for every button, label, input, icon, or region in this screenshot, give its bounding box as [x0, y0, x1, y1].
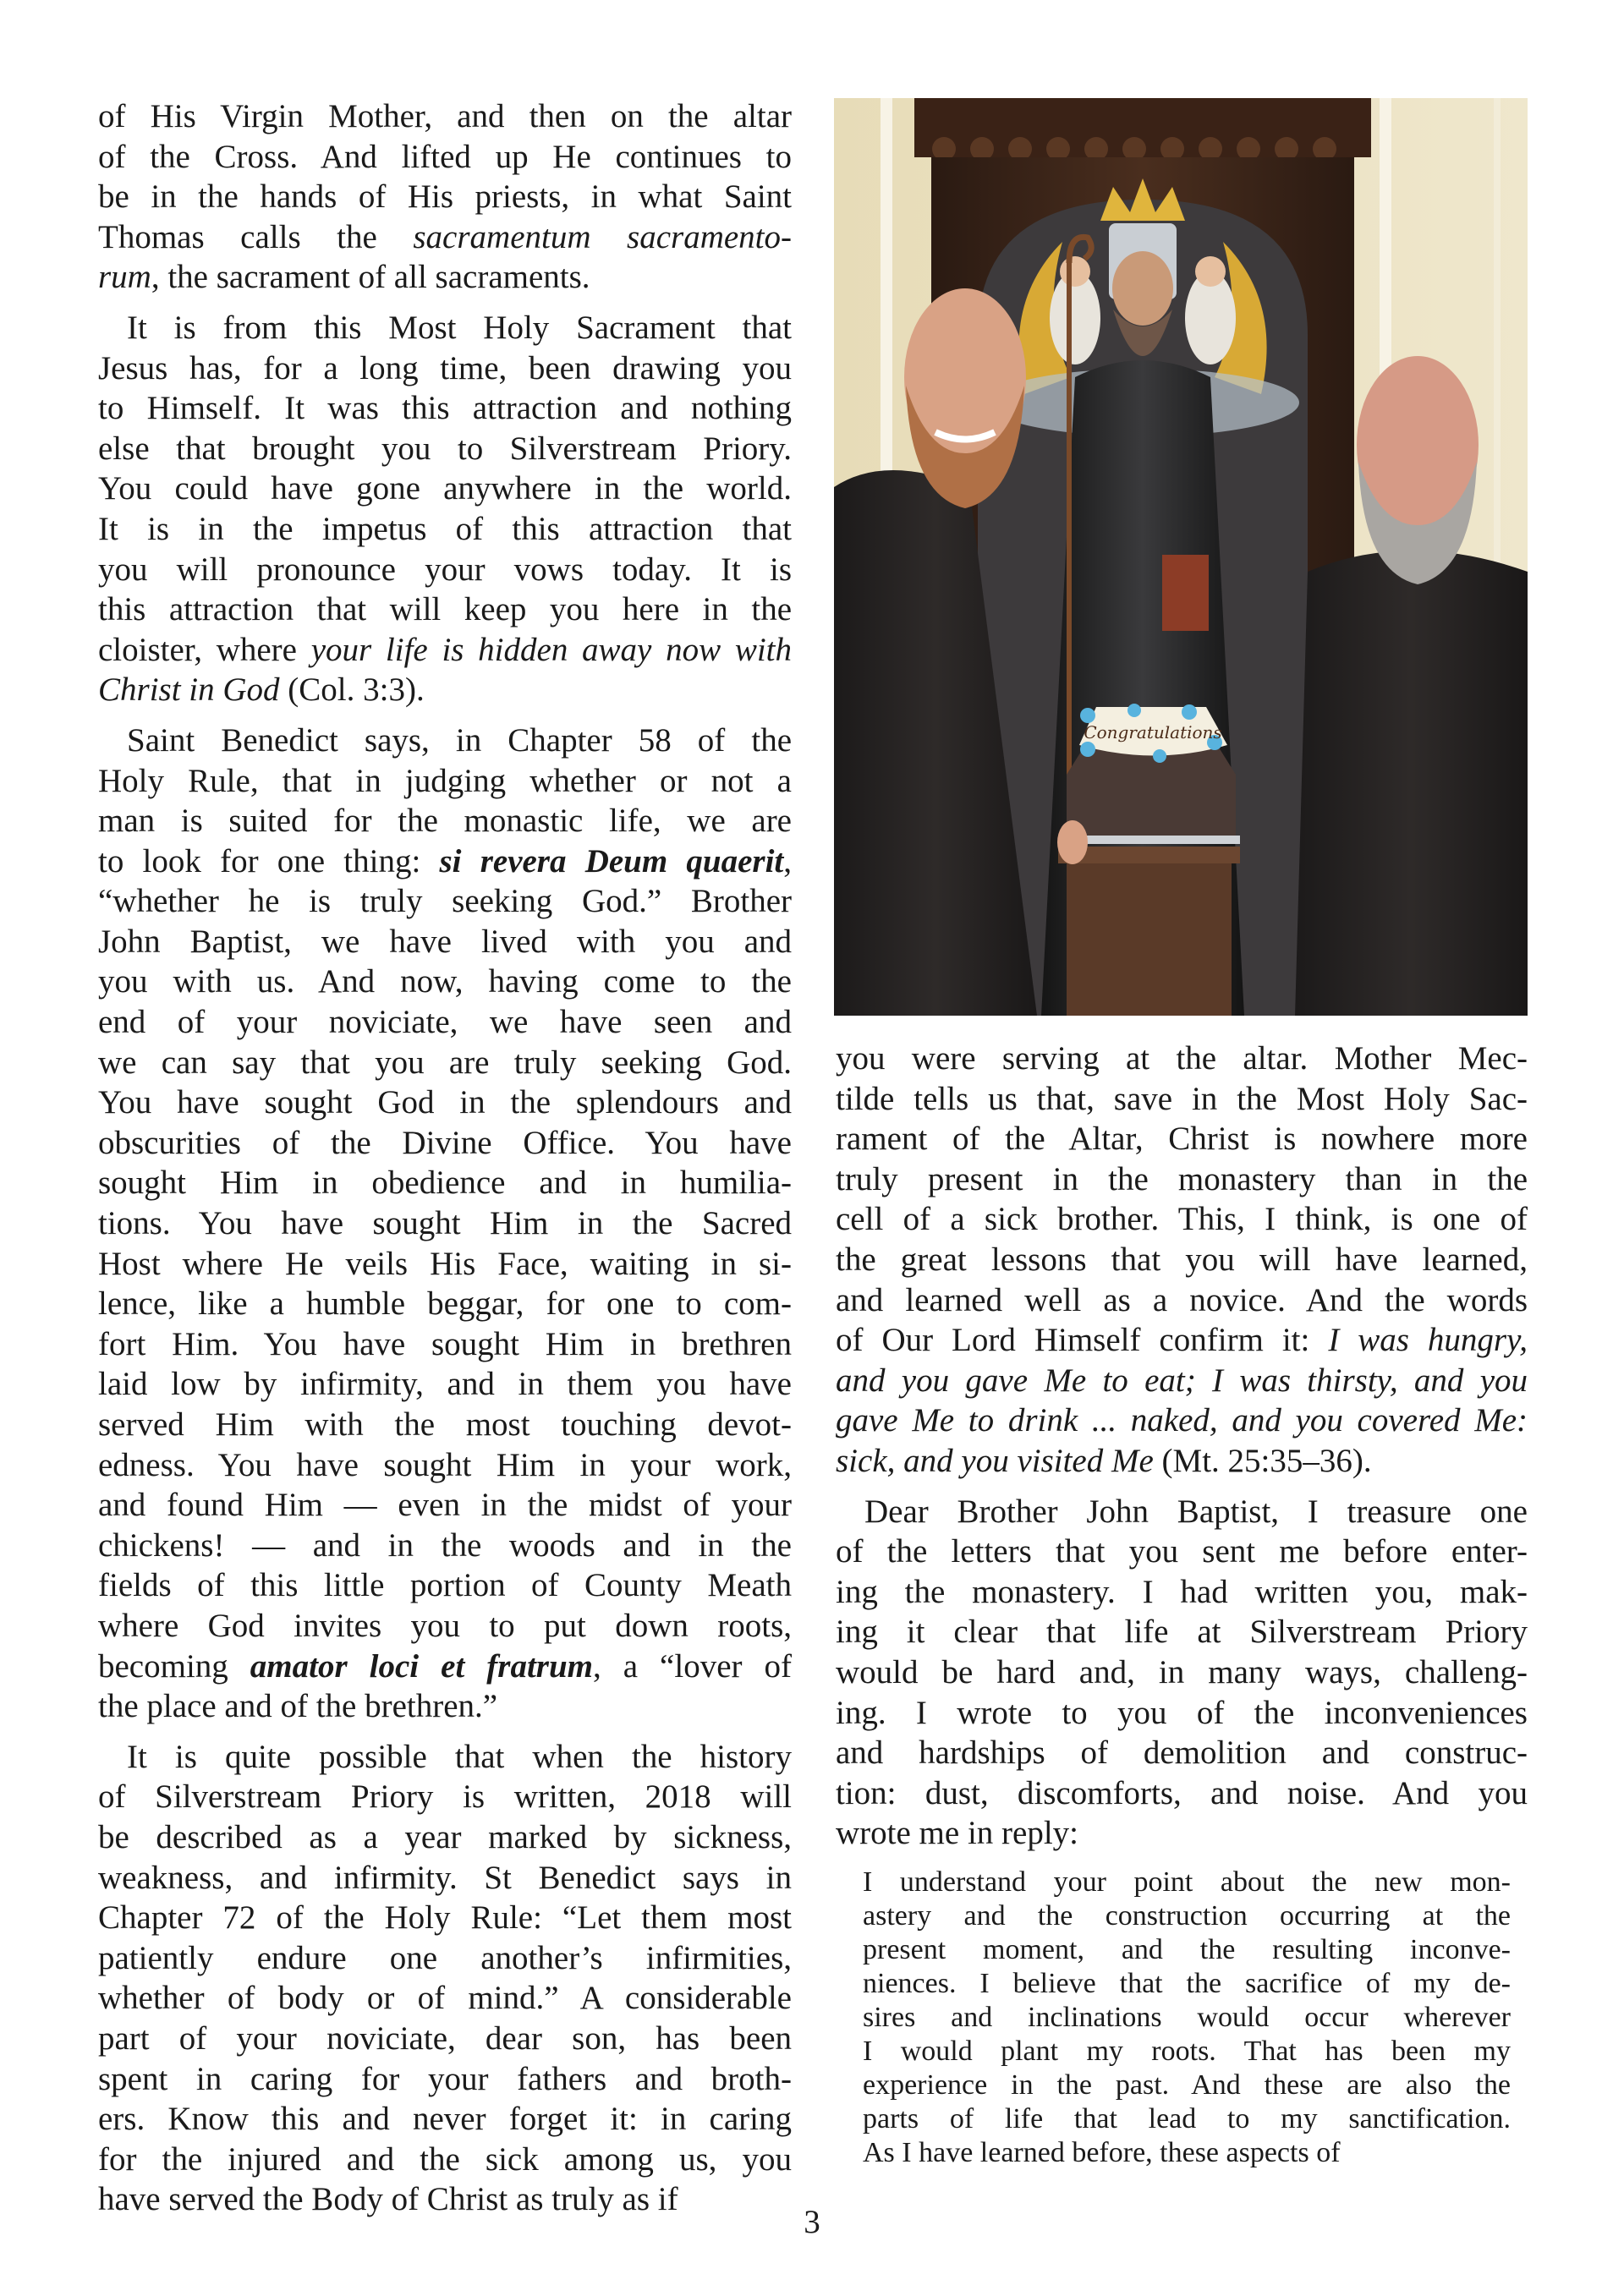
text-line	[98, 670, 792, 710]
text-run: sires and inclinations would occur wherever	[863, 2001, 1511, 2033]
text-line	[836, 1038, 1528, 1079]
text-run: served Him with the most touching devot-	[98, 1406, 792, 1443]
text-line	[836, 1813, 1528, 1854]
paragraph	[836, 1038, 1528, 1482]
text-run: you with us. And now, having come to the	[98, 963, 792, 1000]
text-line	[836, 1441, 1528, 1482]
text-line	[98, 761, 792, 802]
text-line	[98, 177, 792, 217]
text-run: parts of life that lead to my sanctification.	[863, 2102, 1511, 2134]
text-line	[98, 1858, 792, 1899]
text-line	[98, 1737, 792, 1778]
text-line	[98, 2140, 792, 2180]
text-run: It is in the impetus of this attraction that	[98, 510, 792, 547]
text-run: obscurities of the Divine Office. You have	[98, 1124, 792, 1161]
photo-illustration	[834, 98, 1528, 1016]
text-line	[98, 630, 792, 671]
text-line	[98, 1324, 792, 1365]
paragraph	[98, 96, 792, 298]
text-line	[98, 801, 792, 841]
bold-italic-text: si revera Deum quaerit	[439, 842, 784, 879]
paragraph	[98, 721, 792, 1727]
text-run: chickens! — and in the woods and in the	[98, 1526, 792, 1564]
italic-text: gave Me to drink ... naked, and you covered Me:	[836, 1402, 1528, 1439]
text-run: sought Him in obedience and in humilia-	[98, 1164, 792, 1202]
text-run: (Mt. 25:35–36).	[1153, 1442, 1372, 1479]
block-quote	[863, 1866, 1511, 2170]
cake-side	[1067, 741, 1236, 842]
italic-text: rum	[98, 259, 151, 296]
text-run: Jesus has, for a long time, been drawing you	[98, 349, 792, 386]
text-line	[98, 1686, 792, 1727]
text-line	[98, 1364, 792, 1405]
text-line	[98, 1405, 792, 1445]
text-line	[98, 1938, 792, 1979]
text-line	[98, 1244, 792, 1285]
text-run: Host where He veils His Face, waiting in si-	[98, 1245, 792, 1282]
text-line	[98, 962, 792, 1002]
text-line	[98, 1817, 792, 1858]
italic-text: and you gave Me to eat; I was thirsty, and you	[836, 1362, 1528, 1399]
text-run: I understand your point about the new mon-	[863, 1866, 1511, 1898]
text-run: rament of the Altar, Christ is nowhere more	[836, 1121, 1528, 1158]
text-run: to Himself. It was this attraction and nothing	[98, 390, 792, 427]
text-run: to look for one thing:	[98, 842, 440, 879]
text-run: wrote me in reply:	[836, 1815, 1078, 1852]
text-line	[863, 2102, 1511, 2136]
text-run: ing it clear that life at Silverstream Priory	[836, 1614, 1528, 1651]
text-run: weakness, and infirmity. St Benedict says in	[98, 1859, 792, 1896]
text-run: Saint Benedict says, in Chapter 58 of the	[127, 721, 792, 759]
text-run: Thomas calls the	[98, 218, 414, 255]
left-text-column	[98, 96, 792, 2220]
text-line	[863, 1967, 1511, 2001]
paragraph	[836, 1492, 1528, 1854]
text-line	[836, 1199, 1528, 1240]
text-line	[98, 429, 792, 469]
text-run: lence, like a humble beggar, for one to com-	[98, 1285, 792, 1323]
text-run: fort Him. You have sought Him in brethren	[98, 1325, 792, 1362]
text-run: fields of this little portion of County Meath	[98, 1567, 792, 1604]
text-line	[98, 550, 792, 590]
text-line	[836, 1733, 1528, 1773]
text-line	[98, 1606, 792, 1647]
text-run: man is suited for the monastic life, we are	[98, 803, 792, 840]
text-line	[98, 96, 792, 137]
text-line	[98, 2099, 792, 2140]
text-run: Dear Brother John Baptist, I treasure one	[864, 1493, 1528, 1530]
text-run: of the letters that you sent me before enter-	[836, 1533, 1528, 1570]
text-run: astery and the construction occurring at the	[863, 1899, 1511, 1932]
italic-text: sacramentum sacramento-	[413, 218, 792, 255]
right-text-column	[836, 1038, 1528, 2170]
text-line	[863, 1933, 1511, 1967]
text-line	[98, 308, 792, 348]
text-line	[98, 1978, 792, 2019]
text-run: becoming	[98, 1647, 250, 1685]
text-line	[836, 1652, 1528, 1693]
text-run: You have sought God in the splendours and	[98, 1084, 792, 1121]
text-run: I would plant my roots. That has been my	[863, 2035, 1511, 2067]
statue-face	[1112, 251, 1173, 326]
text-run: ers. Know this and never forget it: in caring	[98, 2101, 792, 2138]
text-line	[98, 589, 792, 630]
text-run: tilde tells us that, save in the Most Holy Sac-	[836, 1080, 1528, 1117]
text-run: for the injured and the sick among us, you	[98, 2140, 792, 2178]
italic-text: I was hungry,	[1328, 1322, 1528, 1359]
monk-left-hand	[1057, 820, 1088, 864]
paragraph	[98, 308, 792, 710]
text-run: and hardships of demolition and construc-	[836, 1734, 1528, 1772]
text-line	[98, 1777, 792, 1817]
text-run: else that brought you to Silverstream Priory.	[98, 430, 792, 467]
text-run: tion: dust, discomforts, and noise. And you	[836, 1774, 1528, 1811]
text-run: tions. You have sought Him in the Sacred	[98, 1205, 792, 1242]
bold-italic-text: amator loci et fratrum	[250, 1647, 593, 1685]
cake-inscription: Congratulations	[1084, 722, 1222, 743]
text-run: , a “lover of	[592, 1647, 792, 1685]
text-line	[98, 1526, 792, 1566]
text-line	[98, 1082, 792, 1123]
text-line	[98, 1898, 792, 1938]
text-line	[98, 1123, 792, 1164]
text-line	[98, 1485, 792, 1526]
text-line	[98, 469, 792, 509]
text-line	[98, 388, 792, 429]
text-run: experience in the past. And these are also the	[863, 2069, 1511, 2101]
text-line	[98, 2059, 792, 2100]
text-run: John Baptist, we have lived with you and	[98, 923, 792, 960]
monk-right-habit	[1295, 551, 1528, 1016]
text-line	[98, 217, 792, 258]
text-line	[98, 1445, 792, 1486]
text-run: be described as a year marked by sickness,	[98, 1818, 792, 1855]
paragraph	[98, 1737, 792, 2220]
text-line	[98, 2019, 792, 2059]
statue-book	[1162, 555, 1209, 631]
text-line	[98, 348, 792, 389]
photo-monks-with-statue-and-cake	[834, 98, 1528, 1016]
text-run: whether of body or of mind.” A considerable	[98, 1980, 792, 2017]
text-line	[836, 1079, 1528, 1120]
text-line	[863, 1899, 1511, 1933]
text-line	[863, 2035, 1511, 2069]
text-run: the place and of the brethren.”	[98, 1688, 498, 1725]
text-line	[98, 1565, 792, 1606]
text-run: (Col. 3:3).	[279, 671, 425, 709]
text-run: of Our Lord Himself confirm it:	[836, 1322, 1329, 1359]
text-run: , the sacrament of all sacraments.	[151, 259, 590, 296]
text-run: would be hard and, in many ways, challeng-	[836, 1653, 1528, 1690]
text-run: cell of a sick brother. This, I think, is one of	[836, 1201, 1528, 1238]
text-run: you will pronounce your vows today. It is	[98, 551, 792, 588]
angel-left-head	[1060, 256, 1090, 287]
text-line	[98, 1043, 792, 1083]
text-line	[863, 1866, 1511, 1899]
italic-text: your life is hidden away now with	[310, 631, 792, 668]
text-run: have served the Body of Christ as truly as if	[98, 2181, 678, 2218]
text-run: Chapter 72 of the Holy Rule: “Let them most	[98, 1899, 792, 1937]
cake-stand	[1067, 859, 1232, 1016]
text-run: It is from this Most Holy Sacrament that	[127, 309, 792, 346]
text-line	[98, 881, 792, 922]
text-line	[836, 1400, 1528, 1441]
text-line	[98, 721, 792, 761]
text-line	[836, 1612, 1528, 1652]
text-line	[98, 1284, 792, 1324]
text-run: end of your noviciate, we have seen and	[98, 1004, 792, 1041]
text-run: niences. I believe that the sacrifice of my de-	[863, 1967, 1511, 1999]
text-run: ing the monastery. I had written you, mak-	[836, 1573, 1528, 1610]
text-line	[836, 1693, 1528, 1734]
italic-text: sick, and you visited Me	[836, 1442, 1154, 1479]
text-run: ing. I wrote to you of the inconveniences	[836, 1694, 1528, 1731]
text-run: You could have gone anywhere in the world.	[98, 470, 792, 507]
text-line	[863, 2001, 1511, 2035]
text-line	[836, 1159, 1528, 1200]
text-line	[98, 257, 792, 298]
text-run: truly present in the monastery than in the	[836, 1160, 1528, 1197]
text-run: and found Him — even in the midst of your	[98, 1487, 792, 1524]
text-line	[863, 2069, 1511, 2102]
text-line	[836, 1280, 1528, 1321]
text-line	[863, 2136, 1511, 2170]
text-run: Holy Rule, that in judging whether or not a	[98, 762, 792, 799]
text-run: “whether he is truly seeking God.” Brother	[98, 883, 792, 920]
text-run: It is quite possible that when the history	[127, 1738, 792, 1775]
text-run: of His Virgin Mother, and then on the altar	[98, 98, 792, 134]
text-line	[98, 1002, 792, 1043]
text-run: patiently endure one another’s infirmities,	[98, 1939, 792, 1976]
text-run: part of your noviciate, dear son, has been	[98, 2019, 792, 2057]
text-run: present moment, and the resulting inconve-	[863, 1933, 1511, 1965]
text-run: edness. You have sought Him in your work,	[98, 1446, 792, 1483]
text-line	[98, 922, 792, 962]
text-line	[836, 1320, 1528, 1361]
text-run: the great lessons that you will have learned,	[836, 1241, 1528, 1278]
text-line	[836, 1773, 1528, 1814]
text-run: of the Cross. And lifted up He continues to	[98, 138, 792, 175]
text-line	[836, 1119, 1528, 1159]
text-run: As I have learned before, these aspects of	[863, 2136, 1341, 2168]
text-line	[836, 1572, 1528, 1613]
italic-text: Christ in God	[98, 671, 280, 709]
text-run: this attraction that will keep you here in the	[98, 591, 792, 628]
text-line	[836, 1492, 1528, 1532]
text-run: laid low by infirmity, and in them you have	[98, 1366, 792, 1403]
text-run: we can say that you are truly seeking God.	[98, 1044, 792, 1081]
text-line	[98, 1163, 792, 1203]
page-number: 3	[804, 2204, 820, 2240]
text-line	[836, 1240, 1528, 1280]
text-run: you were serving at the altar. Mother Mec-	[836, 1040, 1528, 1077]
text-run: cloister, where	[98, 631, 311, 668]
text-run: where God invites you to put down roots,	[98, 1607, 792, 1644]
text-run: spent in caring for your fathers and broth-	[98, 2060, 792, 2097]
text-line	[836, 1361, 1528, 1401]
text-run: ,	[783, 842, 792, 879]
text-run: be in the hands of His priests, in what Saint	[98, 178, 792, 216]
text-line	[98, 841, 792, 882]
text-line	[836, 1532, 1528, 1572]
text-line	[98, 1203, 792, 1244]
text-run: and learned well as a novice. And the words	[836, 1281, 1528, 1318]
text-line	[98, 137, 792, 178]
text-run: of Silverstream Priory is written, 2018 will	[98, 1778, 792, 1816]
text-line	[98, 1647, 792, 1687]
angel-right-head	[1195, 256, 1226, 287]
text-line	[98, 509, 792, 550]
